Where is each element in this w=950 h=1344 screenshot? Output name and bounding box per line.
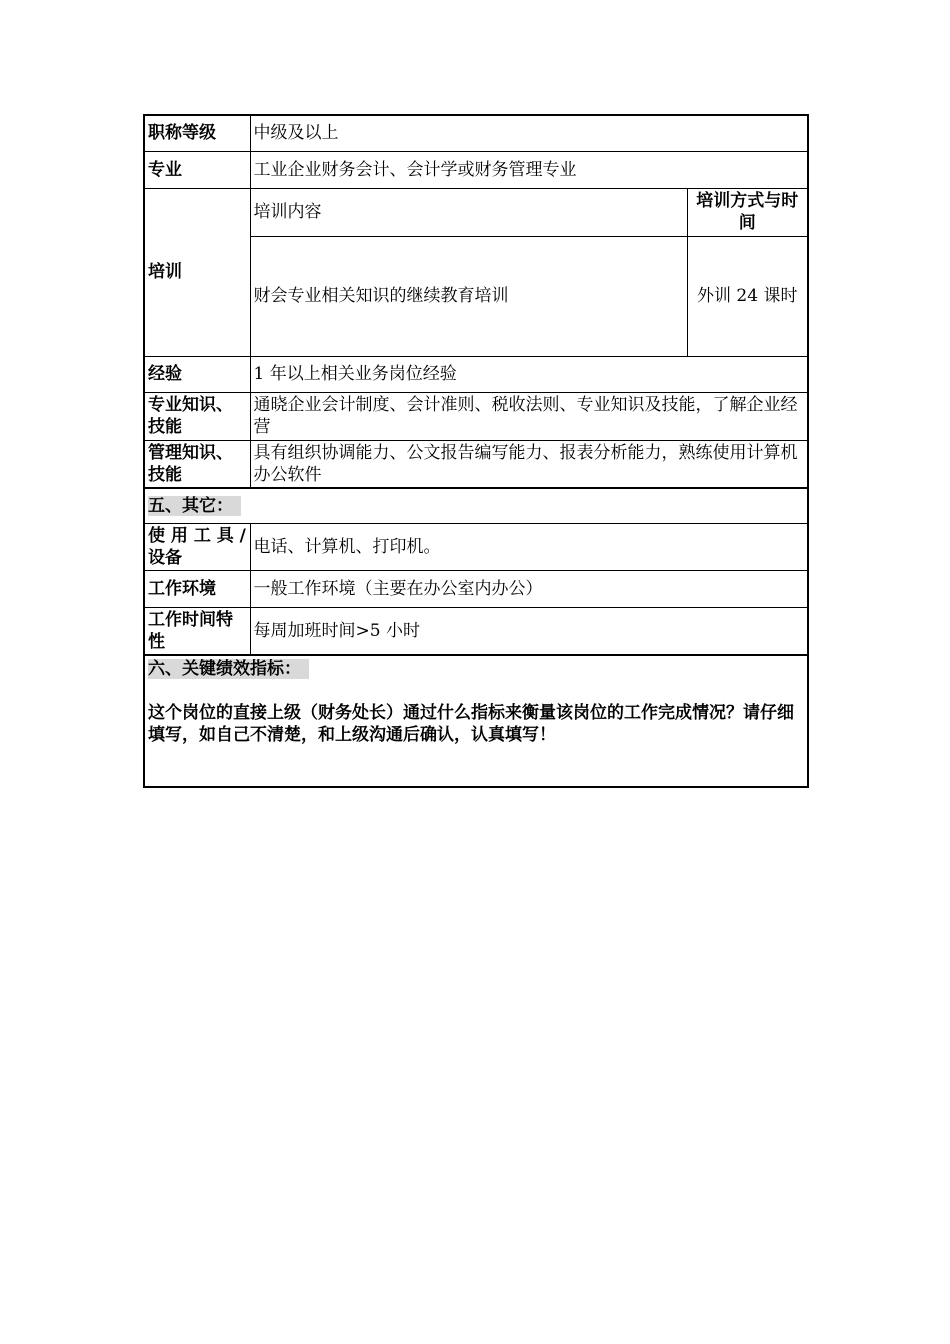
mgmt-knowledge-label: 管理知识、技能 [144, 440, 250, 488]
section6-title: 六、关键绩效指标： [148, 659, 309, 679]
experience-value: 1 年以上相关业务岗位经验 [250, 356, 808, 392]
prof-knowledge-label: 专业知识、技能 [144, 392, 250, 440]
training-method: 外训 24 课时 [687, 236, 808, 356]
row-training-header [144, 188, 808, 236]
title-level-value: 中级及以上 [250, 115, 808, 151]
row-section6 [144, 655, 808, 787]
environment-label: 工作环境 [144, 570, 250, 607]
title-level-label: 职称等级 [144, 115, 250, 151]
tools-label: 使 用 工 具 / 设备 [144, 523, 250, 570]
prof-knowledge-value: 通晓企业会计制度、会计准则、税收法则、专业知识及技能，了解企业经营 [250, 392, 808, 440]
mgmt-knowledge-value: 具有组织协调能力、公文报告编写能力、报表分析能力，熟练使用计算机办公软件 [250, 440, 808, 488]
row-work-time [144, 607, 808, 655]
kpi-note: 这个岗位的直接上级（财务处长）通过什么指标来衡量该岗位的工作完成情况？请仔细填写，如自己不清楚，和上级沟通后确认，认真填写！ [148, 702, 794, 745]
training-content-header: 培训内容 [250, 188, 687, 236]
section5-title: 五、其它： [148, 496, 241, 516]
work-time-label: 工作时间特性 [144, 607, 250, 655]
row-experience [144, 356, 808, 392]
tools-value: 电话、计算机、打印机。 [250, 523, 808, 570]
experience-label: 经验 [144, 356, 250, 392]
job-description-form [143, 114, 807, 788]
training-content: 财会专业相关知识的继续教育培训 [250, 236, 687, 356]
row-mgmt-knowledge [144, 440, 808, 488]
row-environment [144, 570, 808, 607]
training-label: 培训 [144, 188, 250, 356]
row-major [144, 151, 808, 188]
requirements-table [143, 114, 809, 788]
row-prof-knowledge [144, 392, 808, 440]
row-section5-title [144, 488, 808, 523]
major-label: 专业 [144, 151, 250, 188]
row-tools [144, 523, 808, 570]
row-title-level [144, 115, 808, 151]
major-value: 工业企业财务会计、会计学或财务管理专业 [250, 151, 808, 188]
training-method-header: 培训方式与时间 [687, 188, 808, 236]
work-time-value: 每周加班时间>5 小时 [250, 607, 808, 655]
environment-value: 一般工作环境（主要在办公室内办公） [250, 570, 808, 607]
